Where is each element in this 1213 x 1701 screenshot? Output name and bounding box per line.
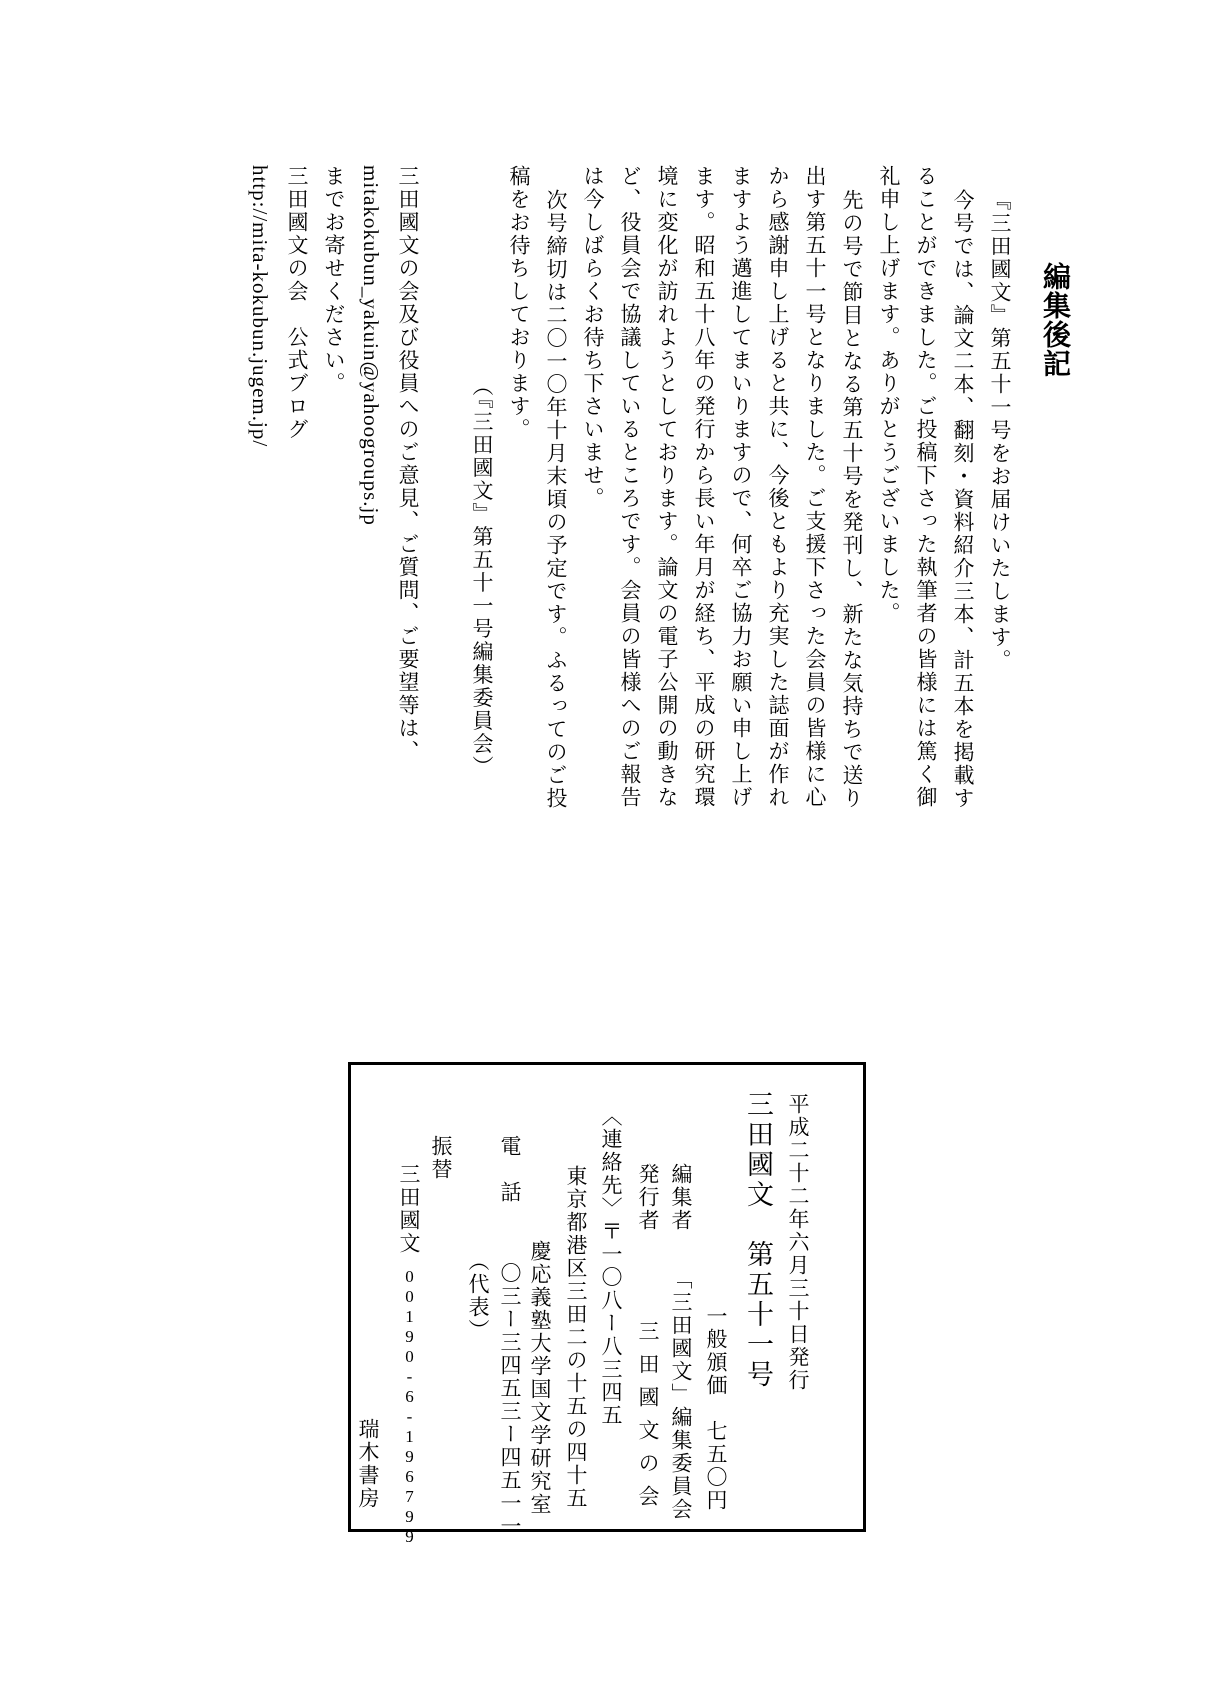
blog-url: http://mita-kokubun.jugem.jp/ [248,165,272,448]
publisher-line [636,1163,660,1518]
para3-line8: は今しばらくお待ち下さいませ。 [581,165,605,510]
para3-line6: 境に変化が訪れようとしております。論文の電子公開の動きな [655,165,679,809]
phone-line-label: 電 話 [498,1135,522,1204]
postal-transfer-account-value: 00190-6-196799 [400,1267,419,1547]
postal-transfer-label: 振替 [429,1135,453,1181]
para3-line2: 出す第五十一号となりました。ご支援下さった会員の皆様に心 [803,165,827,809]
para3-line4: ますよう邁進してまいりますので、何卒ご協力お願い申し上げ [729,165,753,809]
para2-line3: 礼申し上げます。ありがとうございました。 [877,165,901,625]
para4-line2: 稿をお待ちしております。 [507,165,531,441]
para1-line1: 『三田國文』第五十一号をお届けいたします。 [988,189,1012,672]
para3-line5: ます。昭和五十八年の発行から長い年月が経ち、平成の研究環 [692,165,716,809]
contact-note-line1: 三田國文の会及び役員へのご意見、ご質問、ご要望等は、 [396,165,420,763]
contact-note-line2: までお寄せください。 [322,165,346,395]
para3-line1: 先の号で節目となる第五十号を発刊し、新たな気持ちで送り [840,189,864,810]
editor-line-value: 「三田國文」編集委員会 [669,1268,693,1521]
para2-line1: 今号では、論文二本、翻刻・資料紹介三本、計五本を掲載す [951,189,975,810]
phone-representative: （代表） [466,1250,490,1342]
contact-postal-code: 〈連絡先〉〒一〇八ー八三四五 [599,1105,623,1427]
journal-issue-title: 三田國文 第五十一号 [743,1090,773,1390]
publisher-line-label: 発行者 [636,1163,660,1232]
phone-line [498,1135,522,1538]
phone-line-value: 〇三ー三四五三ー四五一一 [498,1262,522,1538]
postal-transfer-account-label: 三田國文 [397,1163,421,1255]
postal-transfer-account [397,1163,421,1547]
para2-line2: ることができました。ご投稿下さった執筆者の皆様には篤く御 [914,165,938,809]
university-office-line: 慶応義塾大学国文学研究室 [528,1240,552,1516]
para3-line3: から感謝申し上げると共に、今後ともより充実した誌面が作れ [766,165,790,809]
editor-line-label: 編集者 [669,1163,693,1232]
address-line: 東京都港区三田二の十五の四十五 [564,1165,588,1510]
publishing-house: 瑞木書房 [356,1418,380,1510]
editorial-signature: （『三田國文』第五十一号編集委員会） [470,375,494,779]
price: 一般頒価 七五〇円 [704,1305,728,1512]
colophon-box [348,1062,866,1547]
contact-email: mitakokubun_yakuin@yahoogroups.jp [359,165,383,526]
para4-line1: 次号締切は二〇一〇年十月末頃の予定です。ふるってのご投 [544,189,568,810]
para3-line7: ど、役員会で協議しているところです。会員の皆様へのご報告 [618,165,642,809]
editorial-title: 編集後記 [1040,262,1071,378]
publication-date: 平成二十二年六月三十日発行 [786,1093,810,1392]
editor-line [669,1163,693,1521]
blog-label: 三田國文の会 公式ブログ [285,165,309,441]
publisher-line-value: 三田國文の会 [636,1320,660,1518]
